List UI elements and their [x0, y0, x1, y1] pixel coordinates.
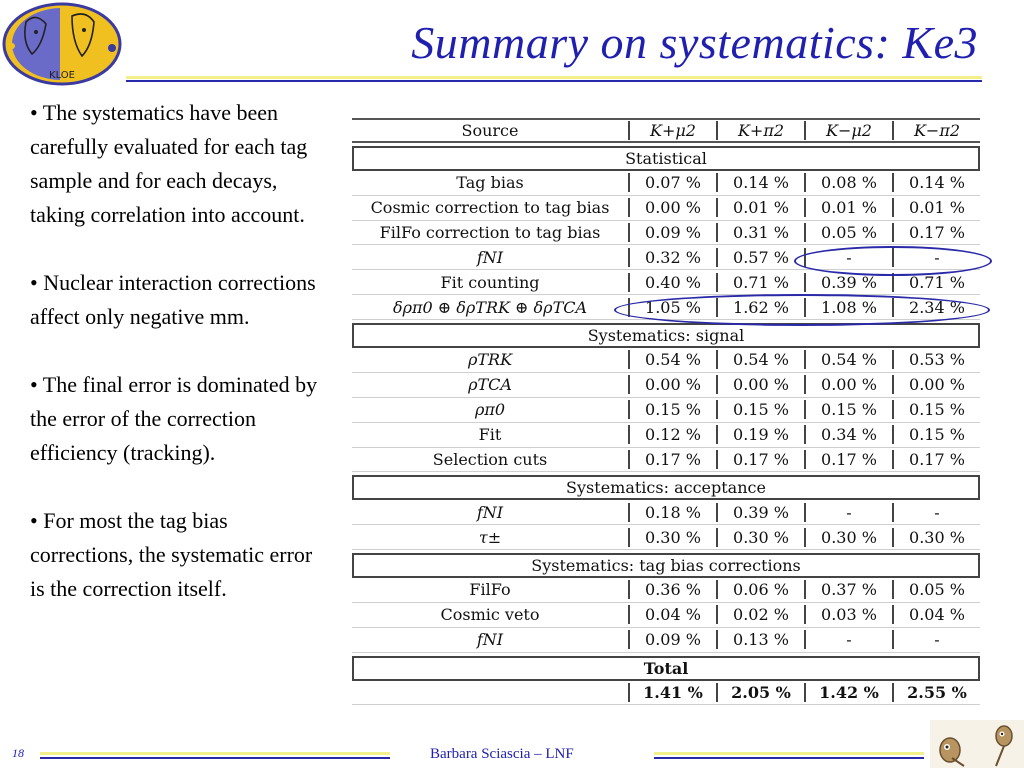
section-label: Statistical	[625, 148, 707, 168]
footer-rule-yellow-left	[40, 752, 390, 755]
row-value-cell: 0.14 %	[892, 173, 980, 192]
table-row	[352, 578, 980, 603]
row-source-label: τ±	[478, 527, 502, 547]
footer-rule-yellow-right	[654, 752, 924, 755]
row-source-label: Cosmic correction to tag bias	[370, 198, 610, 218]
row-source-label: Fit counting	[440, 272, 540, 292]
row-value-cell: 0.31 %	[716, 223, 804, 242]
row-value-cell: 0.15 %	[628, 400, 716, 419]
row-value-cell: 0.00 %	[628, 375, 716, 394]
table-header-row	[352, 118, 980, 143]
row-value-cell: 0.00 %	[716, 375, 804, 394]
row-value-cell: 0.30 %	[716, 528, 804, 547]
table-row	[352, 423, 980, 448]
section-statistical	[352, 146, 980, 171]
row-value-cell: 0.00 %	[804, 375, 892, 394]
col-header-kmu2-plus: K+μ2	[628, 121, 716, 140]
table-row-total	[352, 681, 980, 706]
table-row	[352, 448, 980, 473]
col-header-kmu2-minus: K−μ2	[804, 121, 892, 140]
table-row	[352, 398, 980, 423]
row-source-label: ρπ0	[474, 400, 506, 420]
row-value-cell: 0.05 %	[892, 580, 980, 599]
row-value-cell: 0.71 %	[716, 273, 804, 292]
bullet-item: • Nuclear interaction corrections affect only negative mm.	[30, 270, 316, 329]
row-value-cell: 1.62 %	[716, 298, 804, 317]
row-value-cell: 0.07 %	[628, 173, 716, 192]
bullet-item: • For most the tag bias corrections, the systematic error is the correction itself.	[30, 508, 313, 601]
row-value-cell: 0.57 %	[716, 248, 804, 267]
col-header-kpi2-plus: K+π2	[716, 121, 804, 140]
bullet-item: • The final error is dominated by the error of the correction efficiency (tracking).	[30, 372, 318, 465]
row-value-cell: 0.34 %	[804, 425, 892, 444]
row-value-cell: -	[804, 503, 892, 522]
row-value-cell: -	[892, 503, 980, 522]
table-row	[352, 221, 980, 246]
row-value-cell: 0.05 %	[804, 223, 892, 242]
row-value-cell: 0.37 %	[804, 580, 892, 599]
table-row	[352, 196, 980, 221]
row-value-cell: 0.02 %	[716, 605, 804, 624]
row-value-cell: 0.36 %	[628, 580, 716, 599]
owl-mascot-icon	[930, 720, 1024, 768]
row-value-cell: 0.15 %	[804, 400, 892, 419]
row-value-cell: 0.17 %	[628, 450, 716, 469]
row-value-cell: 0.40 %	[628, 273, 716, 292]
row-value-cell: 0.39 %	[716, 503, 804, 522]
row-source-label: Fit	[478, 425, 502, 445]
title-rule-yellow	[126, 76, 982, 79]
table-row	[352, 348, 980, 373]
row-value-cell: 0.32 %	[628, 248, 716, 267]
row-source-label: FilFo	[469, 580, 511, 600]
row-value-cell: 0.04 %	[628, 605, 716, 624]
section-acceptance	[352, 475, 980, 500]
row-value-cell: 1.05 %	[628, 298, 716, 317]
row-value-cell: 0.18 %	[628, 503, 716, 522]
row-value-cell: 0.01 %	[804, 198, 892, 217]
title-rule-blue	[126, 80, 982, 82]
section-label: Systematics: signal	[587, 326, 745, 346]
bullet-item: • The systematics have been carefully evaluated for each tag sample and for each decays, taking correlation into account.	[30, 100, 308, 227]
row-value-cell: -	[892, 248, 980, 267]
row-value-cell: 0.15 %	[892, 400, 980, 419]
row-source-label: Tag bias	[456, 173, 524, 193]
slide-title: Summary on systematics: Ke3	[411, 17, 978, 68]
table-row	[352, 500, 980, 525]
row-value-cell: -	[804, 248, 892, 267]
row-source-label: fNI	[476, 502, 504, 522]
row-value-cell: 0.71 %	[892, 273, 980, 292]
row-value-cell: 0.03 %	[804, 605, 892, 624]
row-value-cell: 0.01 %	[892, 198, 980, 217]
row-value-cell: 0.15 %	[892, 425, 980, 444]
row-source-label: FilFo correction to tag bias	[379, 223, 601, 242]
highlight-ellipse-fni	[794, 246, 992, 276]
row-value-cell: 0.54 %	[804, 350, 892, 369]
row-value-cell: 0.00 %	[628, 198, 716, 217]
row-value-cell: 0.30 %	[804, 528, 892, 547]
kloe-logo	[2, 2, 126, 86]
author-name: Barbara Sciascia – LNF	[430, 746, 574, 762]
row-value-cell: 0.30 %	[628, 528, 716, 547]
row-value-cell: 0.30 %	[892, 528, 980, 547]
footer-rule-blue-right	[654, 757, 924, 759]
col-header-kpi2-minus: K−π2	[892, 121, 980, 140]
row-value-cell: 2.05 %	[716, 683, 804, 702]
table-row	[352, 628, 980, 653]
row-value-cell: 0.17 %	[892, 450, 980, 469]
section-tag-bias	[352, 553, 980, 578]
section-label: Total	[643, 658, 689, 678]
row-source-label: Selection cuts	[432, 450, 548, 470]
row-value-cell: 0.54 %	[628, 350, 716, 369]
row-value-cell: 0.17 %	[716, 450, 804, 469]
row-value-cell: 0.08 %	[804, 173, 892, 192]
table-row	[352, 373, 980, 398]
row-source-label: δρπ0 ⊕ δρTRK ⊕ δρTCA	[392, 297, 588, 317]
row-source-label: ρTRK	[467, 350, 513, 370]
section-signal	[352, 323, 980, 348]
row-value-cell: 0.00 %	[892, 375, 980, 394]
footer-rule-blue-left	[40, 757, 390, 759]
row-value-cell: 0.15 %	[716, 400, 804, 419]
row-value-cell: 0.17 %	[892, 223, 980, 242]
row-value-cell: 0.12 %	[628, 425, 716, 444]
row-value-cell: 0.17 %	[804, 450, 892, 469]
row-value-cell: 1.08 %	[804, 298, 892, 317]
row-value-cell: 2.34 %	[892, 298, 980, 317]
source-header: Source	[461, 120, 519, 140]
section-total	[352, 656, 980, 681]
row-value-cell: 0.09 %	[628, 223, 716, 242]
row-source-label: ρTCA	[468, 375, 512, 395]
table-row	[352, 603, 980, 628]
row-value-cell: 0.39 %	[804, 273, 892, 292]
row-value-cell: 0.06 %	[716, 580, 804, 599]
row-value-cell: 0.01 %	[716, 198, 804, 217]
highlight-ellipse-delta-rho	[614, 294, 990, 326]
row-source-label: Cosmic veto	[440, 605, 540, 625]
row-value-cell: -	[892, 630, 980, 649]
section-label: Systematics: tag bias corrections	[531, 556, 801, 576]
row-value-cell: 1.41 %	[628, 683, 716, 702]
row-value-cell: 0.53 %	[892, 350, 980, 369]
row-value-cell: 2.55 %	[892, 683, 980, 702]
table-row	[352, 525, 980, 550]
row-value-cell: 0.13 %	[716, 630, 804, 649]
bullet-list	[30, 96, 320, 640]
row-source-label: fNI	[476, 247, 504, 267]
row-value-cell: 0.09 %	[628, 630, 716, 649]
page-number: 18	[12, 746, 24, 760]
row-value-cell: 0.19 %	[716, 425, 804, 444]
systematics-table	[352, 118, 980, 705]
row-value-cell: -	[804, 630, 892, 649]
svg-text:KLOE: KLOE	[49, 70, 75, 81]
section-label: Systematics: acceptance	[566, 478, 766, 498]
row-value-cell: 0.14 %	[716, 173, 804, 192]
row-value-cell: 1.42 %	[804, 683, 892, 702]
table-row	[352, 171, 980, 196]
row-value-cell: 0.54 %	[716, 350, 804, 369]
row-value-cell: 0.04 %	[892, 605, 980, 624]
row-source-label: fNI	[476, 630, 504, 650]
